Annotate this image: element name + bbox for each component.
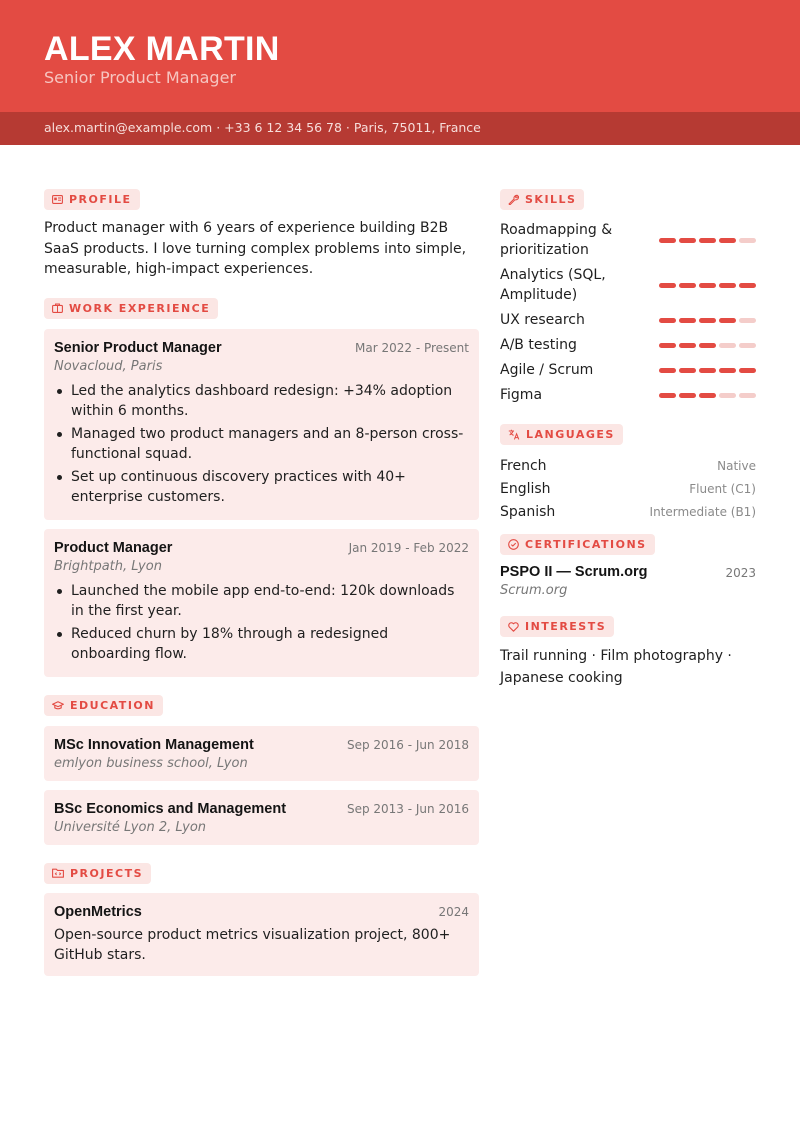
section-heading-certifications (500, 534, 655, 555)
job-title: Senior Product Manager (54, 339, 222, 356)
skill-name: Analytics (SQL, Amplitude) (500, 267, 606, 303)
skill-level-dot-filled (659, 283, 676, 288)
school-name: Université Lyon 2, Lyon (54, 819, 207, 835)
language-level: Fluent (C1) (689, 482, 756, 496)
education-card (44, 790, 479, 845)
badge-check-icon (508, 539, 519, 550)
section-heading-profile (44, 189, 140, 210)
skill-level-dot-filled (659, 238, 676, 243)
section-heading-skills (500, 189, 584, 210)
skill-level-dot-filled (659, 393, 676, 398)
contact-info: alex.martin@example.com · +33 6 12 34 56 78 · Paris, 75011, France (44, 120, 481, 135)
project-year: 2024 (438, 904, 469, 919)
skill-level-indicator (659, 368, 756, 373)
skill-level-dot-filled (679, 283, 696, 288)
language-level: Native (717, 459, 756, 473)
skill-level-dot-empty (739, 343, 756, 348)
languages-list (500, 456, 756, 525)
skill-level-dot-filled (739, 368, 756, 373)
skill-level-indicator (659, 318, 756, 323)
skill-row (500, 360, 756, 380)
skill-level-dot-filled (659, 318, 676, 323)
job-bullets (54, 581, 469, 665)
section-heading-languages (500, 424, 623, 445)
job-bullet: Reduced churn by 18% through a redesigned onboarding flow. (54, 624, 469, 665)
section-heading-label: CERTIFICATIONS (525, 538, 647, 551)
skill-level-indicator (659, 393, 756, 398)
skill-level-indicator (659, 343, 756, 348)
skill-level-dot-empty (739, 393, 756, 398)
skill-level-dot-filled (659, 368, 676, 373)
skill-name: A/B testing (500, 337, 577, 353)
section-heading-label: WORK EXPERIENCE (69, 301, 211, 315)
degree-title: BSc Economics and Management (54, 800, 287, 817)
skill-level-dot-filled (699, 393, 716, 398)
section-heading-label: PROJECTS (70, 866, 143, 880)
certification-issuer: Scrum.org (500, 583, 568, 598)
job-bullets (54, 381, 469, 508)
skill-level-dot-filled (719, 368, 736, 373)
skill-row (500, 385, 756, 405)
job-company: Brightpath, Lyon (54, 558, 162, 574)
skills-list (500, 220, 756, 405)
school-name: emlyon business school, Lyon (54, 755, 248, 771)
skill-level-dot-filled (699, 238, 716, 243)
graduation-cap-icon (52, 701, 64, 710)
education-card (44, 726, 479, 781)
skill-level-dot-filled (699, 368, 716, 373)
job-bullet: Led the analytics dashboard redesign: +34% adoption within 6 months. (54, 381, 469, 422)
skill-level-indicator (659, 238, 756, 243)
skill-level-dot-empty (719, 343, 736, 348)
skill-level-dot-filled (719, 238, 736, 243)
skill-row (500, 310, 756, 330)
project-card (44, 893, 479, 976)
skill-level-dot-filled (679, 343, 696, 348)
section-heading-education (44, 695, 163, 716)
skill-level-dot-empty (739, 238, 756, 243)
skill-level-dot-empty (739, 318, 756, 323)
job-date: Jan 2019 - Feb 2022 (348, 540, 469, 555)
job-title: Product Manager (54, 539, 173, 556)
skill-level-dot-filled (699, 318, 716, 323)
skill-level-indicator (659, 283, 756, 288)
job-bullet: Set up continuous discovery practices with 40+ enterprise customers. (54, 467, 469, 508)
skill-row (500, 335, 756, 355)
job-card (44, 529, 479, 677)
language-name: French (500, 458, 547, 474)
skill-level-dot-filled (719, 283, 736, 288)
folder-code-icon (52, 868, 64, 878)
skill-name: Roadmapping & prioritization (500, 222, 613, 258)
section-heading-label: INTERESTS (525, 620, 607, 633)
skill-name: UX research (500, 312, 585, 328)
skill-row (500, 220, 756, 260)
job-card (44, 329, 479, 520)
interests-text: Trail running · Film photography · Japanese cooking (500, 648, 732, 686)
translate-icon (508, 429, 520, 440)
job-bullet: Launched the mobile app end-to-end: 120k downloads in the first year. (54, 581, 469, 622)
skill-level-dot-filled (719, 318, 736, 323)
degree-title: MSc Innovation Management (54, 736, 254, 753)
skill-row (500, 265, 756, 305)
id-card-icon (52, 195, 63, 204)
section-heading-interests (500, 616, 614, 637)
skill-name: Agile / Scrum (500, 362, 594, 378)
skill-level-dot-filled (679, 238, 696, 243)
project-description: Open-source product metrics visualization project, 800+ GitHub stars. (54, 926, 451, 963)
language-row (500, 456, 756, 479)
section-heading-label: PROFILE (69, 193, 132, 206)
skill-level-dot-filled (659, 343, 676, 348)
language-row (500, 502, 756, 525)
skill-name: Figma (500, 387, 543, 403)
briefcase-icon (52, 303, 63, 313)
education-date: Sep 2016 - Jun 2018 (346, 737, 469, 752)
profile-text: Product manager with 6 years of experience building B2B SaaS products. I love turning complex problems into simple, measurable, high-impact experiences. (44, 220, 467, 277)
skill-level-dot-filled (739, 283, 756, 288)
heart-icon (508, 622, 519, 632)
section-heading-label: SKILLS (525, 193, 577, 206)
skill-level-dot-empty (719, 393, 736, 398)
language-row (500, 479, 756, 502)
skill-level-dot-filled (699, 283, 716, 288)
section-heading-projects (44, 863, 151, 884)
candidate-role: Senior Product Manager (44, 68, 237, 87)
section-heading-experience (44, 298, 218, 319)
certification-item (500, 564, 756, 598)
certification-title: PSPO II — Scrum.org (500, 564, 648, 580)
skill-level-dot-filled (679, 318, 696, 323)
job-date: Mar 2022 - Present (355, 340, 469, 355)
skill-level-dot-filled (699, 343, 716, 348)
education-date: Sep 2013 - Jun 2016 (346, 801, 469, 816)
section-heading-label: LANGUAGES (526, 428, 615, 441)
job-bullet: Managed two product managers and an 8-person cross-functional squad. (54, 424, 469, 465)
project-name: OpenMetrics (54, 903, 142, 920)
skill-level-dot-filled (679, 393, 696, 398)
left-column (44, 189, 479, 985)
language-level: Intermediate (B1) (649, 505, 756, 519)
language-name: English (500, 481, 551, 497)
candidate-name: ALEX MARTIN (44, 30, 280, 68)
job-company: Novacloud, Paris (54, 358, 163, 374)
section-heading-label: EDUCATION (70, 698, 155, 712)
right-column (500, 189, 756, 689)
skill-level-dot-filled (679, 368, 696, 373)
language-name: Spanish (500, 504, 556, 520)
certification-year: 2023 (725, 566, 756, 580)
wrench-icon (508, 194, 519, 205)
